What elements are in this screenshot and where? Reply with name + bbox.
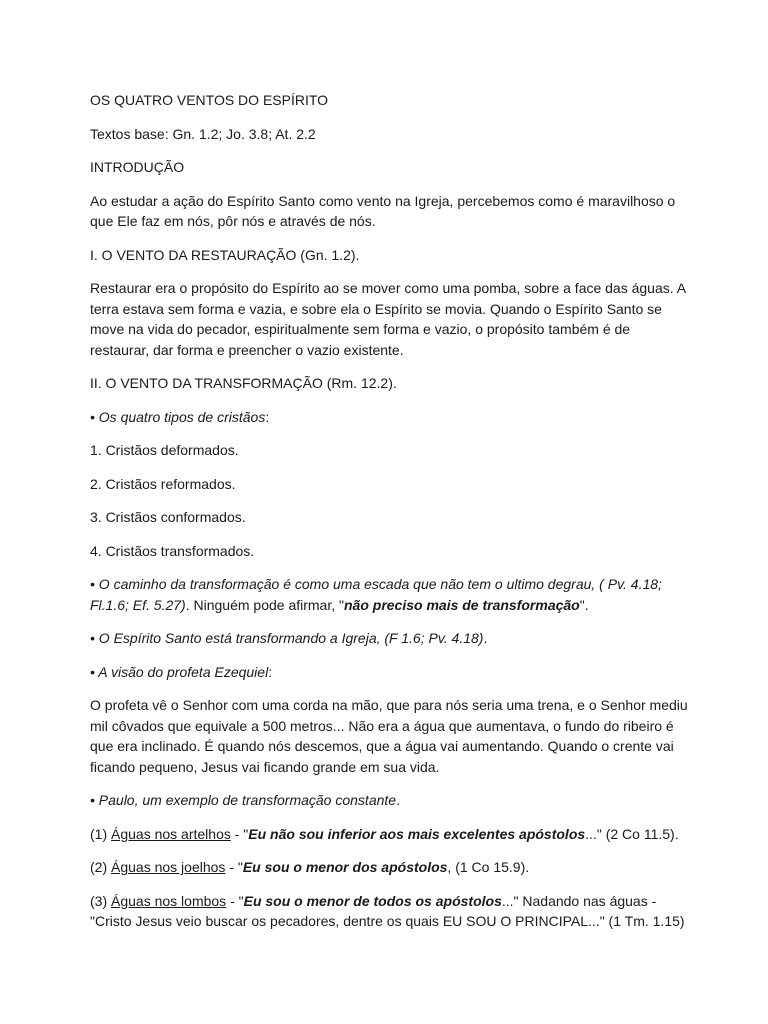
section-2-heading-text: II. O VENTO DA TRANSFORMAÇÃO (Rm. 12.2) — [90, 375, 393, 391]
bullet-vision-suffix: : — [268, 663, 273, 680]
bullet-types-suffix: : — [265, 408, 270, 425]
waters-num: (3) — [90, 892, 111, 909]
section-1-paragraph: Restaurar era o propósito do Espírito ao se mover como uma pomba, sobre a face das águas. A terra estava sem forma e vazia, e sobre ela o Espírito se movia. Quando o Espírito Santo se move na vida do pecador, espiritualmente sem forma e vazio, o propósito também é de restaurar, dar forma e preencher o vazio existente. — [90, 280, 686, 358]
waters-sep: - " — [230, 825, 249, 842]
bullet-ladder-quote: não preciso mais de transformação — [343, 596, 580, 613]
waters-sep: - " — [226, 892, 244, 909]
bullet-ladder-end: ". — [579, 596, 589, 613]
bullet-vision-text: • A visão do profeta Ezequiel — [90, 663, 269, 680]
vision-paragraph: O profeta vê o Senhor com uma corda na mão, que para nós seria uma trena, e o Senhor mediu mil côvados que equivale a 500 metros... Não era a água que aumentava, o fundo do ribeiro é que era inclinado. É quando nós descemos, que a água vai aumentando. Quando o crente vai ficando pequeno, Jesus vai ficando grande em sua vida. — [90, 697, 688, 775]
intro-paragraph: Ao estudar a ação do Espírito Santo como vento na Igreja, percebemos como é maravilhoso o que Ele faz em nós, pôr nós e através de nós. — [90, 192, 676, 229]
waters-quote: Eu sou o menor de todos os apóstolos — [243, 892, 502, 909]
bullet-paul-suffix: . — [396, 792, 400, 808]
bullet-paul-text: • Paulo, um exemplo de transformação constante — [90, 792, 397, 808]
bullet-ladder — [90, 574, 690, 615]
bullet-ladder-mid: . Ninguém pode afirmar, " — [185, 596, 344, 613]
document-title: OS QUATRO VENTOS DO ESPÍRITO — [90, 92, 329, 108]
bullet-types-text: • Os quatro tipos de cristãos — [90, 408, 266, 425]
waters-label: Águas nos artelhos — [111, 825, 231, 842]
intro-heading: INTRODUÇÃO — [90, 159, 185, 175]
base-texts: Textos base: Gn. 1.2; Jo. 3.8; At. 2.2 — [90, 125, 316, 142]
waters-rest: ..." (2 Co 11.5). — [585, 825, 679, 842]
waters-label: Águas nos lombos — [111, 892, 227, 909]
waters-num: (2) — [90, 859, 111, 875]
waters-item-1 — [90, 824, 690, 845]
section-2-heading-suffix: . — [392, 375, 397, 391]
bullet-ladder-text: • O caminho da transformação é como uma escada que não tem o ultimo degrau, ( Pv. 4.18; Fl.1.6; Ef. 5.27) — [90, 576, 662, 613]
bullet-vision — [90, 662, 690, 683]
waters-sep: - " — [225, 859, 243, 875]
section-1-heading: I. O VENTO DA RESTAURAÇÃO (Gn. 1.2). — [90, 246, 360, 263]
waters-rest: , (1 Co 15.9). — [447, 859, 530, 875]
waters-label: Águas nos joelhos — [111, 859, 226, 875]
list-item: 4. Cristãos transformados. — [90, 542, 255, 559]
waters-item-3 — [90, 891, 690, 932]
bullet-paul — [90, 790, 690, 811]
waters-quote: Eu não sou inferior aos mais excelentes apóstolos — [248, 825, 586, 842]
bullet-spirit — [90, 628, 690, 649]
waters-item-2 — [90, 857, 690, 878]
section-2-heading — [90, 373, 690, 394]
waters-num: (1) — [90, 825, 111, 842]
bullet-spirit-suffix: . — [483, 630, 488, 646]
list-item: 3. Cristãos conformados. — [90, 509, 246, 525]
list-item: 1. Cristãos deformados. — [90, 442, 239, 458]
bullet-types — [90, 407, 690, 428]
waters-quote: Eu sou o menor dos apóstolos — [242, 859, 448, 875]
bullet-spirit-text: • O Espírito Santo está transformando a Igreja, (F 1.6; Pv. 4.18) — [90, 630, 484, 646]
waters-rest: ..." Nadando nas águas - "Cristo Jesus veio buscar os pecadores, dentre os quais EU SOU O PRINCIPAL..." (1 Tm. 1.15) — [90, 892, 685, 929]
list-item: 2. Cristãos reformados. — [90, 475, 236, 492]
